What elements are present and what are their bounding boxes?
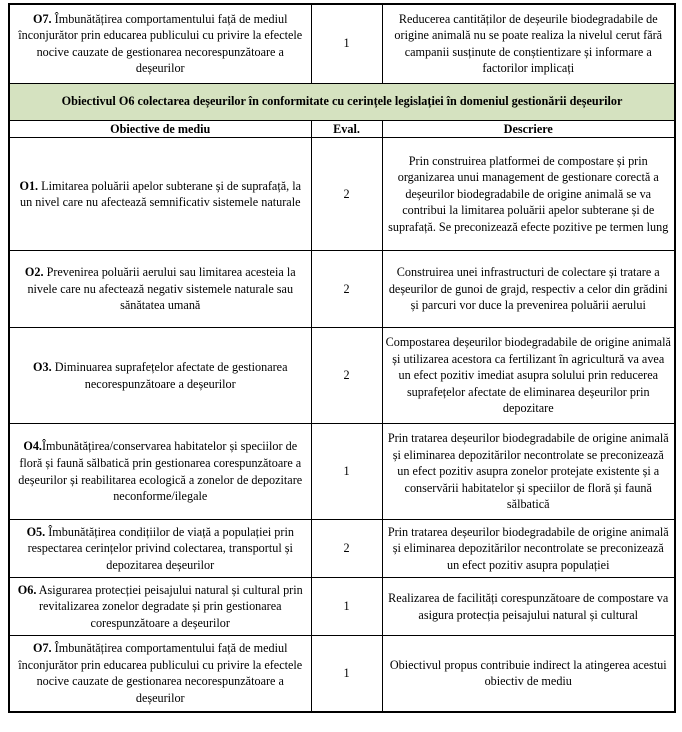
objective-text: Limitarea poluării apelor subterane și de suprafață, la un nivel care nu afectează semnificativ sistemele naturale	[19, 178, 302, 210]
eval-cell: 2	[311, 251, 382, 328]
header-description: Descriere	[382, 120, 675, 138]
eval-cell: 2	[311, 328, 382, 424]
section-title-row	[9, 83, 675, 120]
objective-text: Prevenirea poluării aerului sau limitarea acesteia la nivele care nu afectează negativ sistemele naturale sau sănătatea umană	[27, 265, 296, 313]
description-cell: Construirea unei infrastructuri de colectare și tratare a deșeurilor de gunoi de grajd, respectiv a celor din grădini și parcuri vor duce la prevenirea poluării aerului	[382, 251, 675, 328]
description-cell: Prin tratarea deșeurilor biodegradabile de origine animală și eliminarea depozitărilor necontrolate se preconizează un efect pozitiv asupra zonelor protejate existente și a conservării habitatelor și speciilor de floră și faună sălbatică	[382, 424, 675, 520]
description-cell: Prin tratarea deșeurilor biodegradabile de origine animală și eliminarea depozitărilor necontrolate se preconizează un efect pozitiv asupra populației	[382, 520, 675, 578]
objective-cell	[9, 578, 311, 636]
description-cell: Prin construirea platformei de compostare și prin organizarea unui management de gestionare corectă a deșeurilor biodegradabile de origine animală se va contribui la limitarea poluării apelor subterane și de suprafață. Se preconizează efecte pozitive pe termen lung	[382, 138, 675, 251]
objective-code: O1.	[19, 178, 39, 193]
table-row	[9, 328, 675, 424]
objective-cell	[9, 251, 311, 328]
objective-code: O4.	[23, 439, 42, 454]
header-objective: Obiective de mediu	[9, 120, 311, 138]
objective-cell	[9, 328, 311, 424]
environmental-objectives-table	[8, 3, 676, 713]
objective-code: O3.	[33, 360, 52, 374]
table-row	[9, 578, 675, 636]
objective-code: O2.	[24, 265, 44, 280]
eval-cell: 1	[311, 578, 382, 636]
table-row	[9, 636, 675, 712]
objective-code: O7.	[32, 11, 52, 26]
objective-code: O6.	[17, 582, 37, 597]
objective-cell	[9, 424, 311, 520]
objective-text: Diminuarea suprafețelor afectate de gestionarea necorespunzătoare a deșeurilor	[51, 360, 288, 391]
table-row	[9, 138, 675, 251]
objective-cell	[9, 4, 311, 83]
objective-text: Îmbunătățirea comportamentului față de mediul înconjurător prin educarea publicului cu privire la efectele nocive cauzate de gestionarea necorespunzătoare a deșeurilor	[18, 641, 303, 705]
table-header-row	[9, 120, 675, 138]
eval-cell: 1	[311, 424, 382, 520]
objective-text: Îmbunătățirea comportamentului față de mediul înconjurător prin educarea publicului cu privire la efectele nocive cauzate de gestionarea necorespunzătoare a deșeurilor	[18, 11, 303, 76]
header-eval: Eval.	[311, 120, 382, 138]
objective-text: Îmbunătățirea/conservarea habitatelor și speciilor de floră și faună sălbatică prin gestionarea corespunzătoare a deșeurilor și reabilitarea ecologică a zonelor de depozitare neconforme/ilegale	[18, 439, 303, 504]
objective-cell	[9, 138, 311, 251]
objective-code: O5.	[26, 524, 46, 539]
table-row	[9, 251, 675, 328]
objective-code: O7.	[32, 641, 52, 656]
eval-cell: 1	[311, 4, 382, 83]
table-row	[9, 4, 675, 83]
eval-cell: 2	[311, 520, 382, 578]
table-row	[9, 520, 675, 578]
description-cell: Compostarea deșeurilor biodegradabile de origine animală și utilizarea acestora ca fertilizant în agricultură va avea un efect pozitiv imediat asupra solului prin reducerea suprafețelor afectate de eliminarea deșeurilor prin depozitare	[382, 328, 675, 424]
objective-text: Asigurarea protecției peisajului natural și cultural prin revitalizarea zonelor degradate și prin gestionarea corespunzătoare a deșeurilor	[36, 582, 303, 630]
description-cell: Reducerea cantităților de deșeurile biodegradabile de origine animală nu se poate realiza la nivelul cerut fără campanii susținute de conștientizare și informare a factorilor implicați	[382, 4, 675, 83]
objective-text: Îmbunătățirea condițiilor de viață a populației prin respectarea cerințelor privind colectarea, transportul și depozitarea deșeurilor	[27, 524, 294, 572]
section-title: Obiectivul O6 colectarea deșeurilor în conformitate cu cerințele legislației în domeniul gestionării deșeurilor	[9, 83, 675, 120]
description-cell: Realizarea de facilități corespunzătoare de compostare va asigura protecția peisajului natural și cultural	[382, 578, 675, 636]
table-row	[9, 424, 675, 520]
eval-cell: 1	[311, 636, 382, 712]
objective-cell	[9, 636, 311, 712]
objective-cell	[9, 520, 311, 578]
eval-cell: 2	[311, 138, 382, 251]
description-cell: Obiectivul propus contribuie indirect la atingerea acestui obiectiv de mediu	[382, 636, 675, 712]
